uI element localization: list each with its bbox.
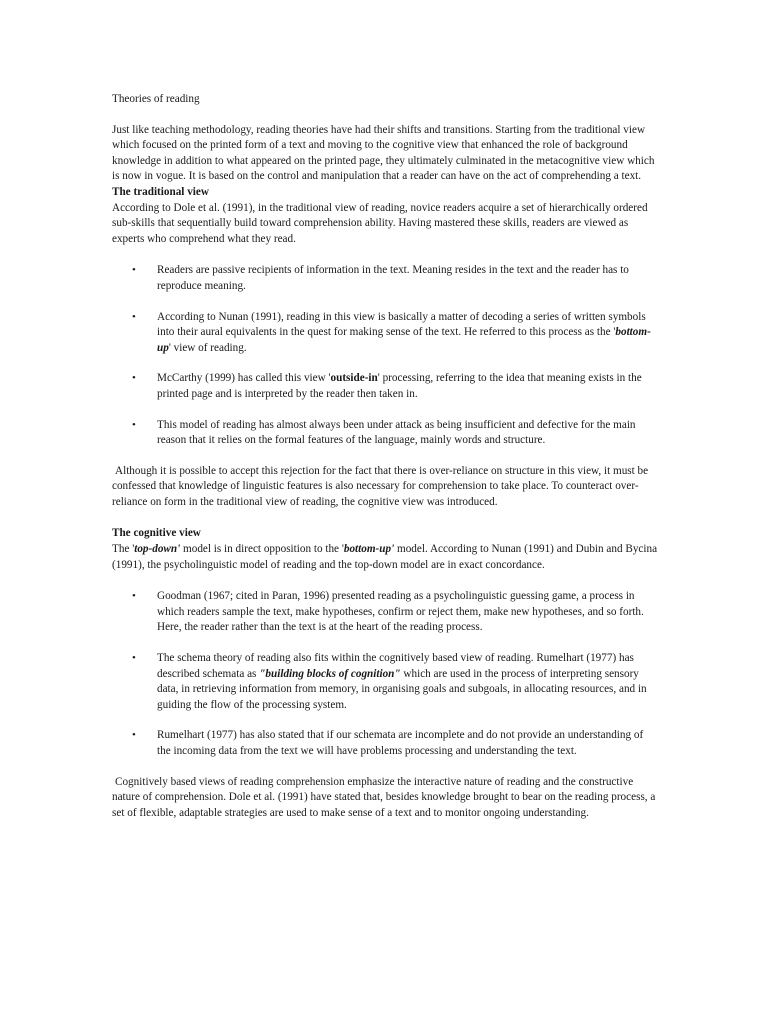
list-item xyxy=(112,589,658,636)
document-page xyxy=(112,92,658,821)
spacer xyxy=(112,247,658,263)
list-item-text: Readers are passive recipients of information in the text. Meaning resides in the text and the reader has to reproduce meaning. xyxy=(157,264,629,292)
list-item-text: This model of reading has almost always been under attack as being insufficient and defective for the main reason that it relies on the formal features of the language, mainly words and structure. xyxy=(157,418,636,447)
bullet-icon: • xyxy=(132,372,136,385)
paragraph-text: model is in direct opposition to the ' xyxy=(180,543,344,556)
document-title: Theories of reading xyxy=(112,93,200,105)
cognitive-view-heading: The cognitive view xyxy=(112,527,201,540)
bullet-icon: • xyxy=(132,652,136,665)
traditional-closing-paragraph: Although it is possible to accept this rejection for the fact that there is over-reliance on structure in this view, it must be confessed that knowledge of linguistic features is also necessary for comprehension to take place. To counteract over-reliance on form in the traditional view of reading, the cognitive view was introduced. xyxy=(112,464,649,508)
traditional-bullet-list xyxy=(112,263,658,448)
paragraph-text: model. According to Nunan (1991) and Dubin and Bycina (1991), the psycholinguistic model of reading and the top-down model are in exact concordance. xyxy=(112,543,658,571)
list-item xyxy=(112,651,658,713)
term-bottom-up: bottom-up' xyxy=(343,543,395,556)
list-item xyxy=(112,371,658,402)
list-item-text: ' processing, referring to the idea that meaning exists in the printed page and is interpreted by the reader then taken in. xyxy=(157,372,642,400)
intro-paragraph: Just like teaching methodology, reading theories have had their shifts and transitions. Starting from the traditional view which focused on the printed form of a text and moving to the cognitive view that enhanced the role of background knowledge in addition to what appeared on the printed page, they ultimately culminated in the metacognitive view which is now in vogue. It is based on the control and manipulation that a reader can have on the act of comprehending a text. xyxy=(112,123,655,183)
list-item-text: ' view of reading. xyxy=(168,341,247,354)
term-top-down: top-down' xyxy=(134,543,181,556)
list-item xyxy=(112,263,658,294)
list-item-text: According to Nunan (1991), reading in this view is basically a matter of decoding a series of written symbols into their aural equivalents in the quest for making sense of the text. He referred to this process as the ' xyxy=(157,310,646,339)
list-item xyxy=(112,418,658,449)
list-item-text: McCarthy (1999) has called this view ' xyxy=(157,372,331,385)
spacer xyxy=(112,573,658,589)
term-bottom-up: bottom-up xyxy=(157,326,651,354)
list-item-text: The schema theory of reading also fits within the cognitively based view of reading. Rumelhart (1977) has described schemata as xyxy=(157,652,634,680)
bullet-icon: • xyxy=(132,264,136,277)
traditional-view-paragraph: According to Dole et al. (1991), in the traditional view of reading, novice readers acquire a set of hierarchically ordered sub-skills that sequentially build toward comprehension ability. Having mastered these skills, readers are viewed as experts who comprehend what they read. xyxy=(112,201,648,245)
bullet-icon: • xyxy=(132,729,136,742)
term-outside-in: outside-in xyxy=(330,372,378,385)
cognitive-view-paragraph xyxy=(112,542,658,573)
list-item-text: Rumelhart (1977) has also stated that if our schemata are incomplete and do not provide an understanding of the incoming data from the text we will have problems processing and understanding the text. xyxy=(157,729,644,757)
bullet-icon: • xyxy=(132,418,136,431)
bullet-icon: • xyxy=(132,310,136,323)
cognitive-bullet-list xyxy=(112,589,658,759)
list-item-text: Goodman (1967; cited in Paran, 1996) presented reading as a psycholinguistic guessing game, a process in which readers sample the text, make hypotheses, confirm or reject them, make new hypotheses, and so forth. Here, the reader rather than the text is at the heart of the reading process. xyxy=(157,590,644,634)
list-item xyxy=(112,310,658,357)
spacer xyxy=(112,510,658,526)
cognitive-closing-paragraph: Cognitively based views of reading comprehension emphasize the interactive nature of reading and the constructive nature of comprehension. Dole et al. (1991) have stated that, besides knowledge brought to bear on the reading process, a set of flexible, adaptable strategies are used to make sense of a text and to monitor ongoing understanding. xyxy=(112,775,656,819)
list-item-text: which are used in the process of interpreting sensory data, in retrieving information from memory, in organising goals and subgoals, in allocating resources, and in guiding the flow of the processing system. xyxy=(157,667,647,711)
traditional-view-heading: The traditional view xyxy=(112,185,209,198)
list-item xyxy=(112,728,658,759)
term-building-blocks: "building blocks of cognition" xyxy=(259,667,401,680)
bullet-icon: • xyxy=(132,590,136,603)
paragraph-text: The ' xyxy=(112,543,135,556)
